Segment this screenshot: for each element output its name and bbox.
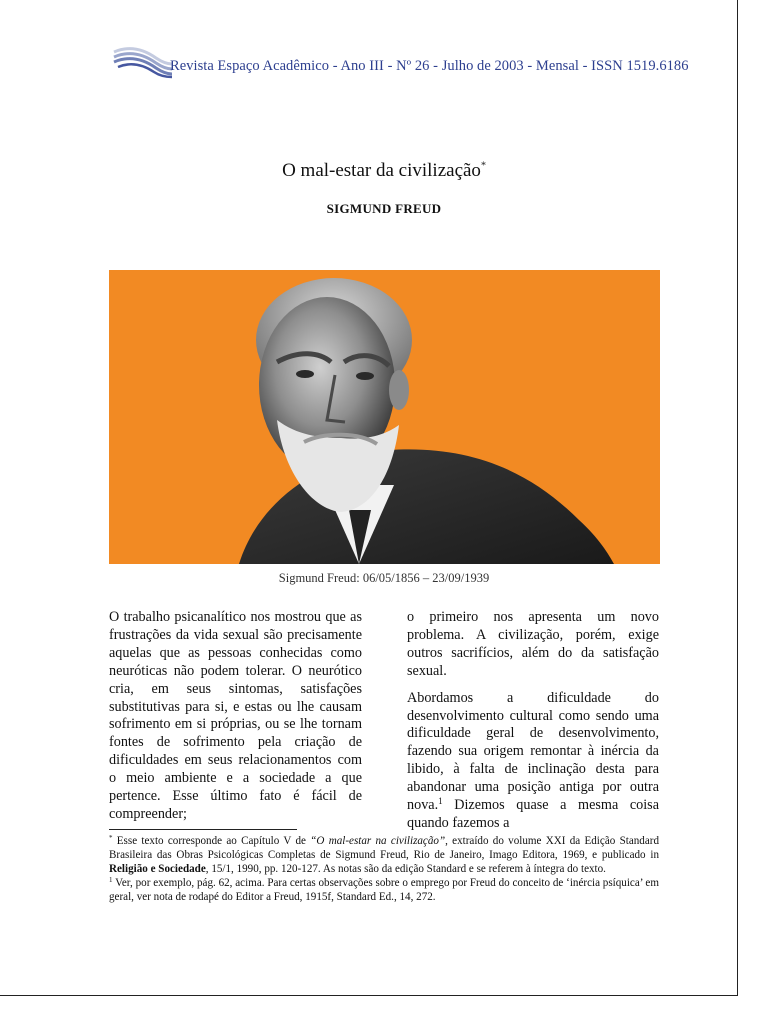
footnotes xyxy=(109,834,659,904)
paragraph-text: Dizemos quase a mesma coisa quando fazemos a xyxy=(407,797,659,831)
footnote-text: , 15/1, 1990, pp. 120-127. As notas são da edição Standard e se referem à íntegra do texto. xyxy=(205,863,606,876)
masthead-text: Revista Espaço Acadêmico - Ano III - Nº 26 - Julho de 2003 - Mensal - ISSN 1519.6186 xyxy=(170,58,689,74)
article-author: SIGMUND FREUD xyxy=(326,201,442,216)
page-edge-right xyxy=(737,0,738,996)
title-footnote-mark[interactable]: * xyxy=(480,160,486,172)
paragraph: o primeiro nos apresenta um novo problema. A civilização, porém, exige outros sacrifícios, além do da satisfação sexual. xyxy=(407,609,659,679)
portrait-illustration xyxy=(109,270,660,564)
footnote-mark: * xyxy=(109,834,113,842)
footnote-separator xyxy=(109,829,297,830)
footnote-journal-name: Religião e Sociedade xyxy=(109,863,206,876)
paragraph: O trabalho psicanalítico nos mostrou que as frustrações da vida sexual são precisamente aquelas que as pessoas conhecidas como neuróticas não podem tolerar. O neurótico cria, em seus sintomas, satisfações substitutivas para si, e estas ou lhe causam sofrimento em si próprias, ou se lhe tornam fontes de sofrimento pela criação de dificuldades em seus relacionamentos com o meio ambiente e a sociedade a que pertence. Esse último fato é fácil de compreender; xyxy=(109,609,362,822)
footnote-text: , extraído do volume XXI da Edição Standard Brasileira das Obras Psicológicas Completas de Sigmund Freud, Rio de Janeiro, Imago Editora, 1969, e publicado in xyxy=(109,835,660,862)
photo-caption: Sigmund Freud: 06/05/1856 – 23/09/1939 xyxy=(278,571,490,585)
footnote-work-title: “O mal-estar na civilização” xyxy=(310,835,446,847)
wave-logo-icon xyxy=(112,44,172,80)
article-title xyxy=(0,160,768,182)
body-column-left xyxy=(109,609,362,833)
article-title-text: O mal-estar da civilização xyxy=(282,160,481,181)
freud-portrait-photo xyxy=(109,270,660,564)
body-column-right xyxy=(407,609,659,842)
footnote-mark: 1 xyxy=(109,876,113,885)
footnote-text: Ver, por exemplo, pág. 62, acima. Para certas observações sobre o emprego por Freud do conceito de ‘inércia psíquica’ em geral, ver nota de rodapé do Editor a Freud, 1915f, Standard Ed., 14, 272. xyxy=(109,877,659,904)
footnote-ref-1[interactable]: 1 xyxy=(438,796,443,807)
footnote-text: Esse texto corresponde ao Capítulo V de xyxy=(112,835,311,847)
footnote-2 xyxy=(109,876,659,904)
paragraph xyxy=(407,690,659,833)
journal-masthead xyxy=(112,44,689,80)
page-edge-bottom xyxy=(0,995,738,996)
paragraph-text: Abordamos a dificuldade do desenvolvimento cultural como sendo uma dificuldade geral de desenvolvimento, fazendo sua origem remontar à inércia da libido, à falta de inclinação desta para abandonar uma posição antiga por outra nova. xyxy=(407,689,659,814)
footnote-1 xyxy=(109,834,659,876)
